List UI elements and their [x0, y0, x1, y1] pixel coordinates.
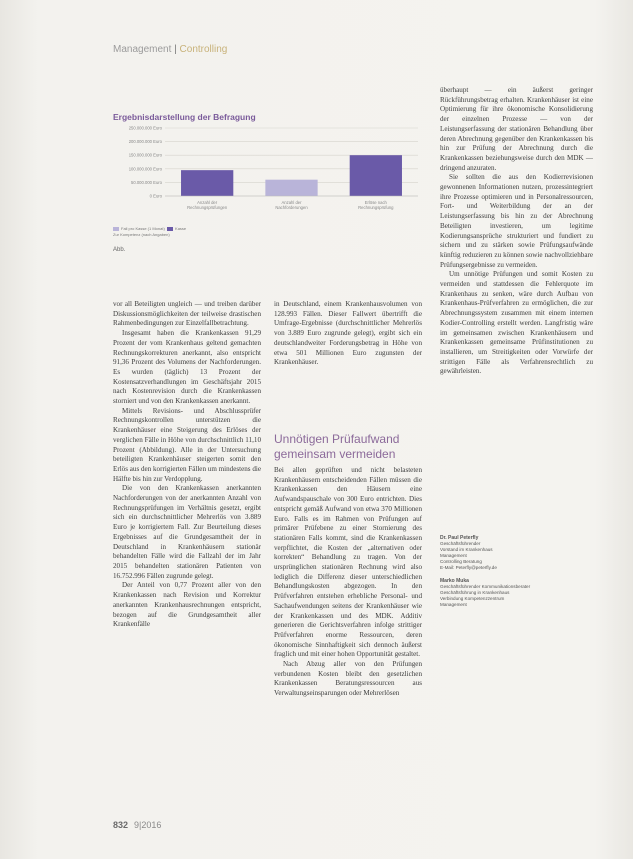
running-header	[113, 44, 227, 55]
text-column-1	[113, 300, 261, 630]
author-block	[440, 535, 600, 571]
author-line: Management	[440, 602, 467, 607]
author-line: Geschäftsführender Kommunikationsberater	[440, 584, 531, 589]
author-line: Geschäftsführender	[440, 541, 481, 546]
bar	[350, 155, 402, 196]
bar-chart	[113, 124, 425, 228]
author-block	[440, 578, 600, 608]
y-tick-label: 0 Euro	[149, 193, 162, 199]
author-name: Dr. Paul Peterfly	[440, 535, 479, 541]
legend-swatch-dark	[167, 227, 173, 231]
y-tick-label: 200.000.000 Euro	[128, 139, 162, 145]
author-line: Management	[440, 553, 467, 558]
text-column-3	[440, 86, 593, 377]
chart-legend	[113, 226, 186, 238]
section-heading: Unnötigen Prüfaufwand gemeinsam vermeiden	[274, 432, 400, 461]
header-separator: |	[171, 44, 180, 55]
y-tick-label: 250.000.000 Euro	[128, 125, 162, 131]
paragraph: Sie sollten die aus den Kodierrevisionen gewonnenen Informationen nutzen, prozessintegriert ihre Prozesse optimieren und in Personalressourcen, Fort- und Weiterbildung der an der Leistungserfassung bis hin zu der Abrechnung Beteiligten investieren, um legitime Kodierungsansprüche strukturiert und fundiert zu sichern und zu stärken sowie Prüfungsaufwände künftig reduzieren zu können sowie nachvollziehbare Prüfungsergebnisse zu vermeiden.	[440, 173, 593, 269]
bar	[181, 170, 233, 196]
paragraph: Insgesamt haben die Krankenkassen 91,29 Prozent der vom Krankenhaus geltend gemachten Rechnungskorrekturen anerkannt, also entspricht 91,36 Prozent des Volumens der Nachforderungen. Es wurden (täglich) 13 Prozent der Kostensatzverhandlungen im Geschäftsjahr 2015 nach Kostenrevision durch die Krankenkassen storniert und von den Krankenkassen anerkannt.	[113, 329, 261, 406]
text-column-2	[274, 300, 422, 368]
figure-title: Ergebnisdarstellung der Befragung	[113, 112, 256, 122]
paragraph: in Deutschland, einem Krankenhausvolumen von 128.993 Fällen. Dieser Fallwert übertrifft die Umfrage-Ergebnisse (durchschnittlicher Mehrerlös von 3.889 Euro zugrunde gelegt), ergibt sich ein deutschlandweiter Forderungsbetrag in Höhe von etwa 501 Millionen Euro zugunsten der Krankenhäuser.	[274, 300, 422, 367]
y-tick-label: 100.000.000 Euro	[128, 166, 162, 172]
paragraph: Nach Abzug aller von den Prüfungen verbundenen Kosten bleibt den gesetzlichen Krankenkassen Beratungsressourcen aus Verwaltungseinsparungen oder Mehrerlösen	[274, 660, 422, 698]
x-tick-label: Anzahl der Rechnungsprüfungen	[187, 200, 228, 210]
paragraph: Um unnötige Prüfungen und somit Kosten zu vermeiden und stattdessen die Fehlerquote im Krankenhaus zu senken, wäre durch Aufbau von Krankenhaus-Prüfverfahren zu ermöglichen, die zur Abrechnungssystem zusammen mit einem internen Kodier-Controlling erstellt werden. Langfristig wäre im gemeinsamen zwischen Krankenhäusern und Krankenkassen gemeinsame Prüfinstitutionen zu installieren, um Streitigkeiten oder Vorwürfe der strittigen Fälle als Verfahrensrechtlich zu gewährleisten.	[440, 270, 593, 376]
paragraph: Der Anteil von 0,77 Prozent aller von den Krankenkassen nach Revision und Korrektur anerkannten Krankenhausrechnungen entspricht, bezogen auf die Grundgesamtheit aller Krankenfälle	[113, 581, 261, 629]
legend-entry-3: Zur Kompetenz (nach Angaben)	[113, 232, 170, 237]
author-line: Geschäftsführung in Krankenhaus	[440, 590, 510, 595]
paragraph: vor all Beteiligten ungleich — und treiben darüber Diskussionsmöglichkeiten der teilweise drastischen Rahmenbedingungen zur Einzelfallbetrachtung.	[113, 300, 261, 328]
y-tick-label: 50.000.000 Euro	[131, 179, 162, 185]
legend-entry-2: Kasse	[175, 226, 187, 231]
page-footer	[113, 820, 161, 830]
paragraph: Die von den Krankenkassen anerkannten Nachforderungen von der anerkannten Anzahl von Rechnungsprüfungen im Verhältnis gesetzt, ergibt sich ein durchschnittlicher Mehrerlös von 3.889 Euro je korrigiertem Fall. Zur Beurteilung dieses Ergebnisses auf die Grundgesamtheit der in Deutschland in Krankenhäusern stationär behandelten Fälle wird die Fallzahl der im Jahr 2015 behandelten stationären Patienten von 16.752.996 Fällen zugrunde gelegt.	[113, 484, 261, 580]
author-line: Vorstand im Krankenhaus	[440, 547, 493, 552]
section-label: Management	[113, 44, 172, 55]
issue-number: 9|2016	[134, 820, 162, 830]
paragraph: überhaupt — ein äußerst geringer Rückführungsbetrag erhalten. Krankenhäuser ist eine Optimierung für ihre ökonomische Konsolidierung der einzelnen Prozesse — von der Leistungserfassung der stationären Behandlung über deren Abrechnung gegenüber den Krankenkassen bis hin zur Prüfung der Abrechnung durch die Krankenkassen beziehungsweise durch den MDK — dringend anzuraten.	[440, 86, 593, 172]
page-number: 832	[113, 820, 129, 830]
subsection-label: Controlling	[179, 44, 228, 55]
text-column-2-continued	[274, 466, 422, 699]
legend-swatch-light	[113, 227, 119, 231]
author-line: Verbindung Kompetenzzentrum	[440, 596, 505, 601]
paragraph: Bei allen geprüften und nicht belasteten Krankenhäusern entscheidenden Fällen müssen die Krankenkassen den Häusern eine Aufwandspauschale von 300 Euro entrichten. Dies entspricht gemäß Aufwand von etwa 370 Millionen Euro. Falls es im Rahmen von Prüfungen auf primärer Prüfebene zu einer Stornierung des stationären Falls kommt, sind die Krankenkassen verpflichtet, die Kosten der „alternativen oder korrekten“ Behandlung zu tragen. Von der ursprünglichen stationären Rechnung wird also lediglich die Differenz dieser unterschiedlichen Behandlungskosten abgezogen. In den Prüfverfahren entstehen erhebliche Personal- und Sachaufwendungen seitens der Krankenhäuser wie der Krankenkassen und des MDK. Additiv generieren die Gerichtsverfahren infolge strittiger Prüfverfahren enorme Ressourcen, deren ökonomische Sinnhaftigkeit sich dennoch äußerst fraglich und mit einer hohen Opportunität gestaltet.	[274, 466, 422, 659]
y-tick-label: 150.000.000 Euro	[128, 152, 162, 158]
x-tick-label: Erlöse nach Rechnungsprüfung	[358, 200, 394, 210]
paragraph: Mittels Revisions- und Abschlussprüfer Rechnungskontrollen unterstützen die Krankenhäuser eine Steigerung des Erlöses der verglichen Fälle in Höhe von durchschnittlich 11,10 Prozent (Abbildung). Alle in der Untersuchung beteiligten Krankenhäuser steigerten somit den Erlös aus den korrigierten Fällen um mindestens die Hälfte bis hin zur Verdopplung.	[113, 406, 261, 483]
x-tick-label: Anzahl der Nachforderungen	[275, 200, 308, 210]
figure-source: Abb.	[113, 247, 126, 253]
author-line: Controlling Beratung	[440, 559, 482, 564]
bar	[265, 180, 317, 196]
legend-entry-1: Fall pro Kasse (1 Monat)	[121, 226, 165, 231]
author-line: E-Mail: Peterfly@peterfly.de	[440, 565, 497, 570]
author-info	[440, 535, 600, 615]
author-name: Marko Muka	[440, 578, 469, 584]
